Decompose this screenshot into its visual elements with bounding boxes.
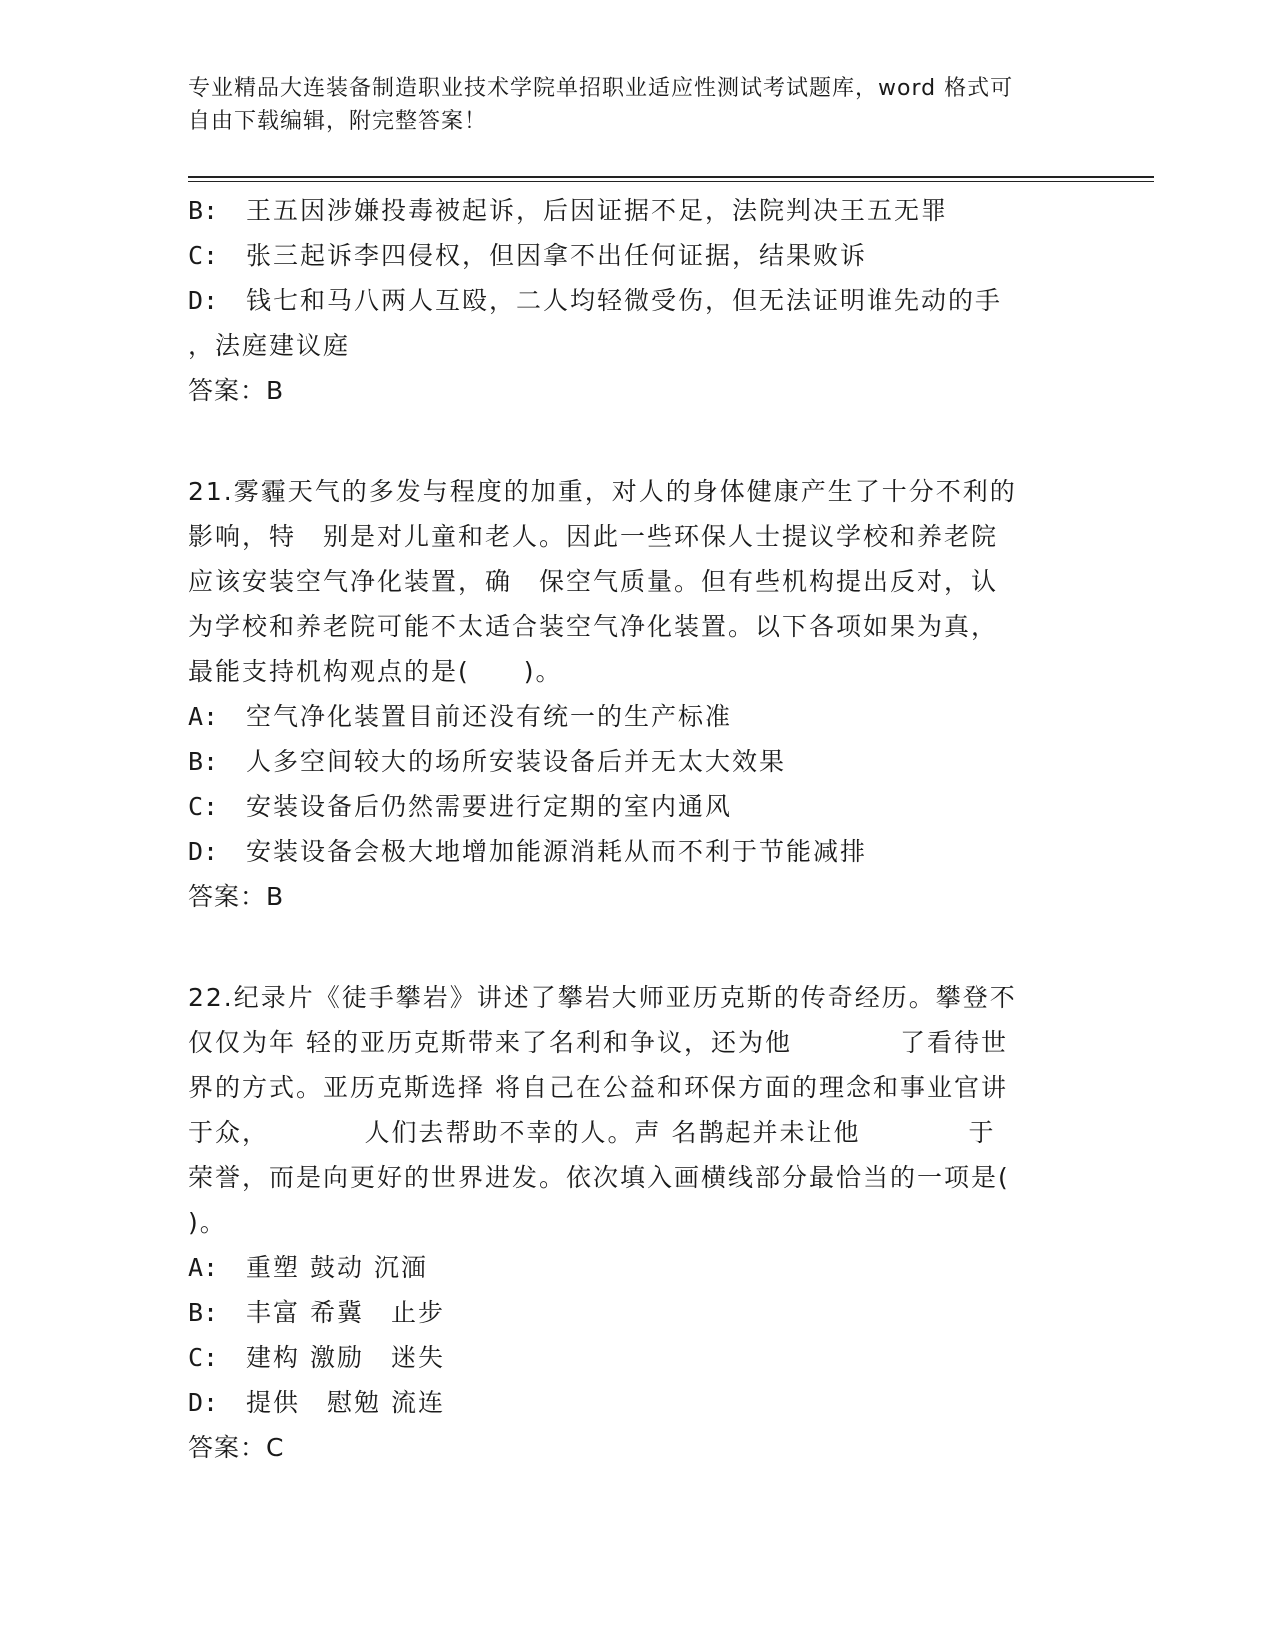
option-d	[188, 278, 1088, 323]
option-text: 丰富 希冀 止步	[246, 1298, 445, 1327]
option-text: 钱七和马八两人互殴，二人均轻微受伤，但无法证明谁先动的手	[246, 286, 1003, 315]
question-text-line: 界的方式。亚历克斯选择 将自己在公益和环保方面的理念和事业官讲	[188, 1073, 1008, 1102]
option-b	[188, 188, 1088, 233]
header-line-2: 自由下载编辑，附完整答案！	[188, 109, 488, 134]
option-label: B:	[188, 747, 219, 776]
option-c	[188, 784, 1088, 829]
option-text: 建构 激励 迷失	[246, 1343, 445, 1372]
option-a	[188, 694, 1088, 739]
option-text: 重塑 鼓动 沉湎	[246, 1253, 428, 1282]
question-text-line: 22.纪录片《徒手攀岩》讲述了攀岩大师亚历克斯的传奇经历。攀登不	[188, 983, 1017, 1012]
answer-line: 答案：B	[188, 882, 285, 911]
option-label: B:	[188, 1298, 219, 1327]
option-text: 空气净化装置目前还没有统一的生产标准	[246, 702, 733, 731]
question-text-line: 影响，特 别是对儿童和老人。因此一些环保人士提议学校和养老院	[188, 522, 999, 551]
option-a	[188, 1245, 1088, 1290]
question-text-line: 应该安装空气净化装置，确 保空气质量。但有些机构提出反对，认	[188, 567, 999, 596]
option-d	[188, 829, 1088, 874]
question-21	[188, 469, 1088, 919]
option-label: C:	[188, 241, 219, 270]
question-20-continued	[188, 188, 1088, 413]
option-text: 安装设备后仍然需要进行定期的室内通风	[246, 792, 733, 821]
option-d-continuation: ，法庭建议庭	[188, 331, 351, 360]
option-label: A:	[188, 1253, 219, 1282]
option-c	[188, 1335, 1088, 1380]
option-label: C:	[188, 792, 219, 821]
page-header	[188, 72, 1068, 138]
question-22	[188, 975, 1088, 1470]
question-text-line: 荣誉，而是向更好的世界进发。依次填入画横线部分最恰当的一项是(	[188, 1163, 1010, 1192]
header-divider-thin	[188, 181, 1154, 182]
option-label: C:	[188, 1343, 219, 1372]
option-label: D:	[188, 286, 219, 315]
option-text: 王五因涉嫌投毒被起诉，后因证据不足，法院判决王五无罪	[246, 196, 949, 225]
option-text: 张三起诉李四侵权，但因拿不出任何证据，结果败诉	[246, 241, 868, 270]
answer-line: 答案：C	[188, 1433, 285, 1462]
option-b	[188, 739, 1088, 784]
option-text: 人多空间较大的场所安装设备后并无太大效果	[246, 747, 787, 776]
option-d	[188, 1380, 1088, 1425]
option-text: 安装设备会极大地增加能源消耗从而不利于节能减排	[246, 837, 868, 866]
option-text: 提供 慰勉 流连	[246, 1388, 445, 1417]
question-text-line: )。	[188, 1208, 227, 1237]
question-text-line: 于众， 人们去帮助不幸的人。声 名鹊起并未让他 于	[188, 1118, 996, 1147]
option-label: D:	[188, 1388, 219, 1417]
question-text-line: 仅仅为年 轻的亚历克斯带来了名利和争议，还为他 了看待世	[188, 1028, 1008, 1057]
option-c	[188, 233, 1088, 278]
header-divider-thick	[188, 176, 1154, 178]
option-label: A:	[188, 702, 219, 731]
question-text-line: 为学校和养老院可能不太适合装空气净化装置。以下各项如果为真，	[188, 612, 999, 641]
option-label: D:	[188, 837, 219, 866]
question-text-line: 最能支持机构观点的是( )。	[188, 657, 563, 686]
header-line-1: 专业精品大连装备制造职业技术学院单招职业适应性测试考试题库，word 格式可	[188, 76, 1014, 101]
question-text-line: 21.雾霾天气的多发与程度的加重，对人的身体健康产生了十分不利的	[188, 477, 1017, 506]
option-label: B:	[188, 196, 219, 225]
answer-line: 答案：B	[188, 376, 285, 405]
option-b	[188, 1290, 1088, 1335]
document-body	[188, 188, 1088, 1470]
